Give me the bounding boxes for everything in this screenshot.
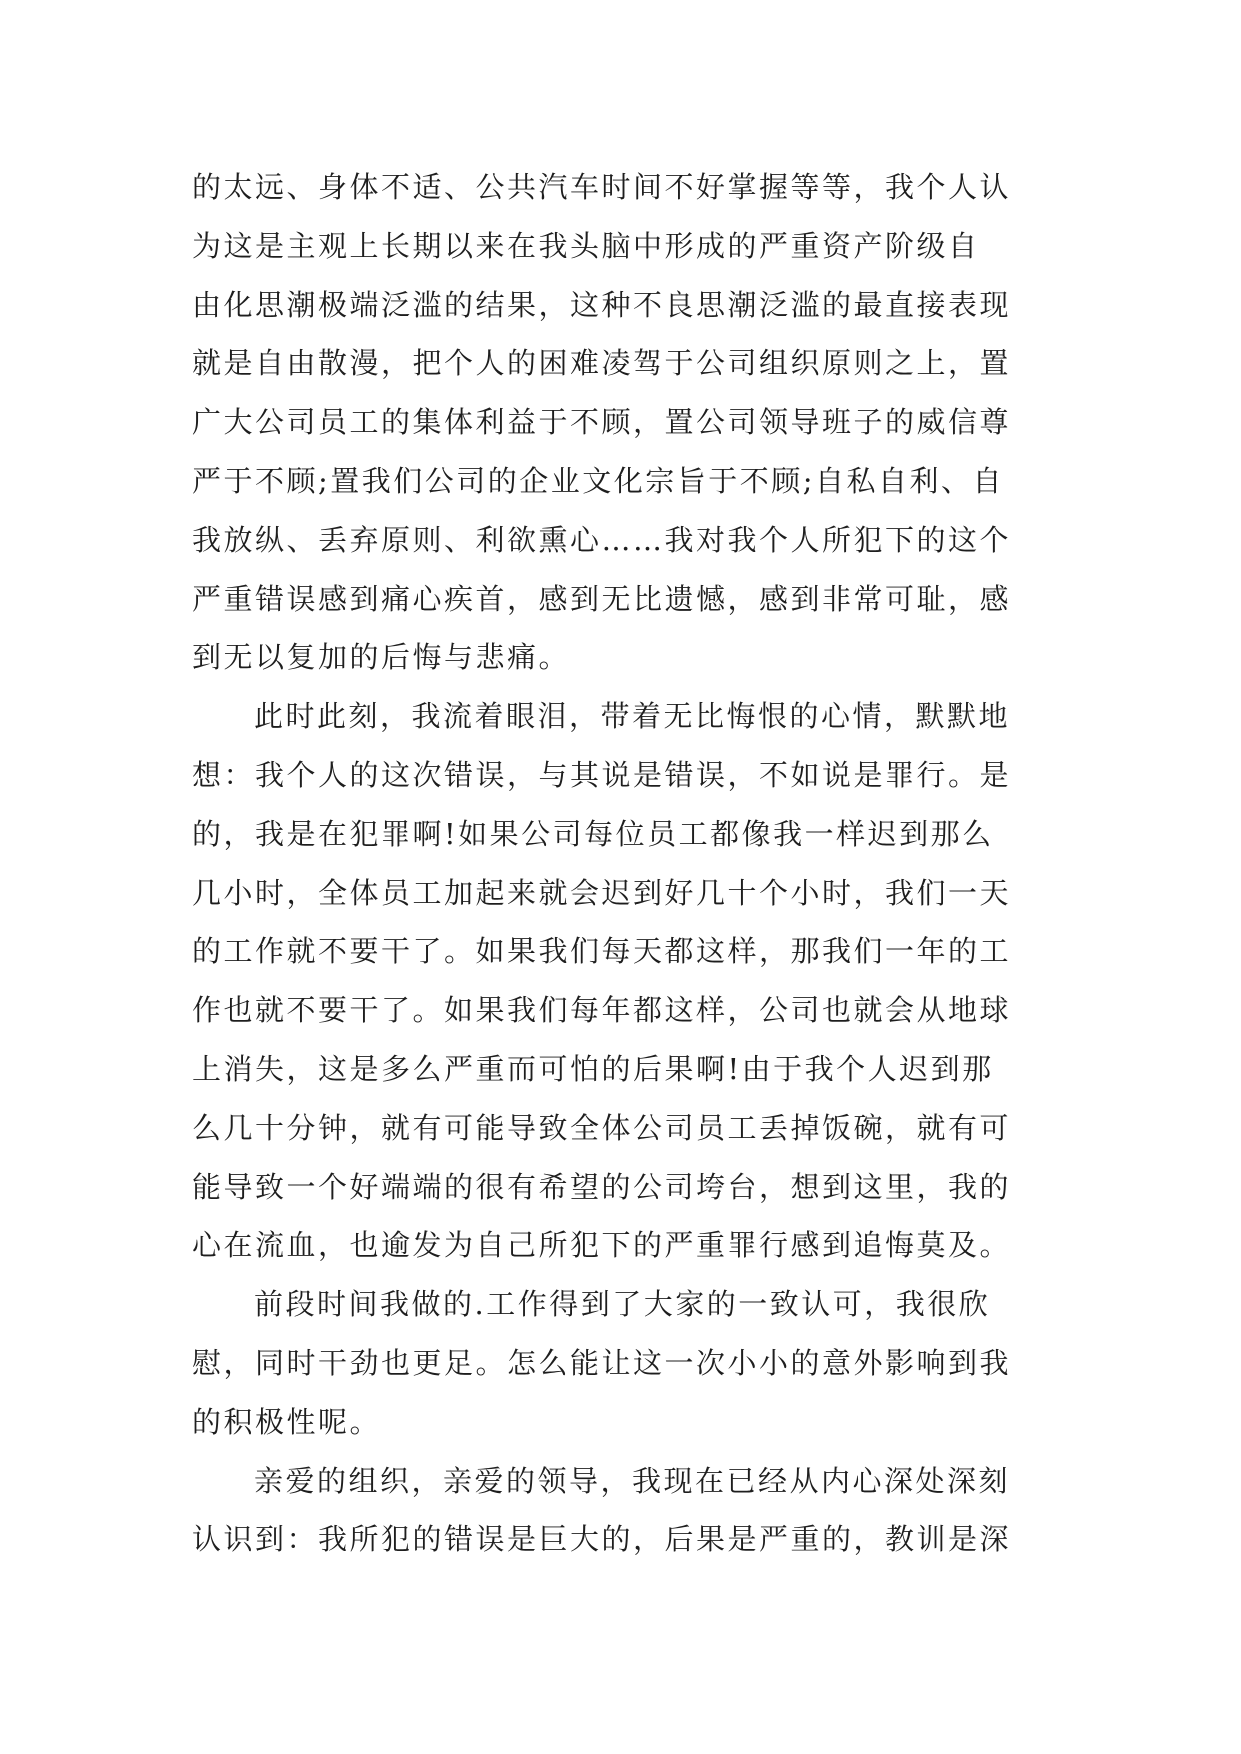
text-line: 亲爱的组织，亲爱的领导，我现在已经从内心深处深刻 bbox=[254, 1463, 1011, 1498]
paragraph-4 bbox=[192, 1452, 1052, 1570]
text-line: 由化思潮极端泛滥的结果，这种不良思潮泛滥的最直接表现 bbox=[192, 287, 1012, 322]
text-line: 上消失，这是多么严重而可怕的后果啊!由于我个人迟到那 bbox=[192, 1051, 994, 1086]
text-line: 的太远、身体不适、公共汽车时间不好掌握等等，我个人认 bbox=[192, 170, 1012, 204]
paragraph-2 bbox=[192, 687, 1052, 1275]
text-line: 心在流血，也逾发为自己所犯下的严重罪行感到追悔莫及。 bbox=[192, 1228, 1012, 1263]
text-line: 想：我个人的这次错误，与其说是错误，不如说是罪行。是 bbox=[192, 757, 1012, 792]
text-line: 的，我是在犯罪啊!如果公司每位员工都像我一样迟到那么 bbox=[192, 816, 994, 851]
text-line: 的积极性呢。 bbox=[192, 1404, 382, 1439]
text-line: 此时此刻，我流着眼泪，带着无比悔恨的心情，默默地 bbox=[254, 699, 1011, 734]
text-line: 严重错误感到痛心疾首，感到无比遗憾，感到非常可耻，感 bbox=[192, 581, 1012, 616]
text-line: 么几十分钟，就有可能导致全体公司员工丢掉饭碗，就有可 bbox=[192, 1110, 1012, 1145]
text-line: 到无以复加的后悔与悲痛。 bbox=[192, 640, 571, 675]
paragraph-3 bbox=[192, 1275, 1052, 1451]
paragraph-1 bbox=[192, 158, 1052, 687]
text-line: 的工作就不要干了。如果我们每天都这样，那我们一年的工 bbox=[192, 934, 1012, 969]
text-line: 慰，同时干劲也更足。怎么能让这一次小小的意外影响到我 bbox=[192, 1345, 1012, 1380]
text-line: 为这是主观上长期以来在我头脑中形成的严重资产阶级自 bbox=[192, 228, 980, 263]
text-line: 就是自由散漫，把个人的困难凌驾于公司组织原则之上，置 bbox=[192, 346, 1012, 381]
document-body bbox=[192, 158, 1052, 1569]
text-line: 前段时间我做的.工作得到了大家的一致认可，我很欣 bbox=[254, 1287, 991, 1322]
text-line: 我放纵、丢弃原则、利欲熏心……我对我个人所犯下的这个 bbox=[192, 522, 1012, 557]
text-line: 认识到：我所犯的错误是巨大的，后果是严重的，教训是深 bbox=[192, 1522, 1012, 1557]
text-line: 几小时，全体员工加起来就会迟到好几十个小时，我们一天 bbox=[192, 875, 1012, 910]
text-line: 能导致一个好端端的很有希望的公司垮台，想到这里，我的 bbox=[192, 1169, 1012, 1204]
text-line: 严于不顾;置我们公司的企业文化宗旨于不顾;自私自利、自 bbox=[192, 463, 1005, 498]
text-line: 作也就不要干了。如果我们每年都这样，公司也就会从地球 bbox=[192, 993, 1012, 1028]
text-line: 广大公司员工的集体利益于不顾，置公司领导班子的威信尊 bbox=[192, 405, 1012, 440]
